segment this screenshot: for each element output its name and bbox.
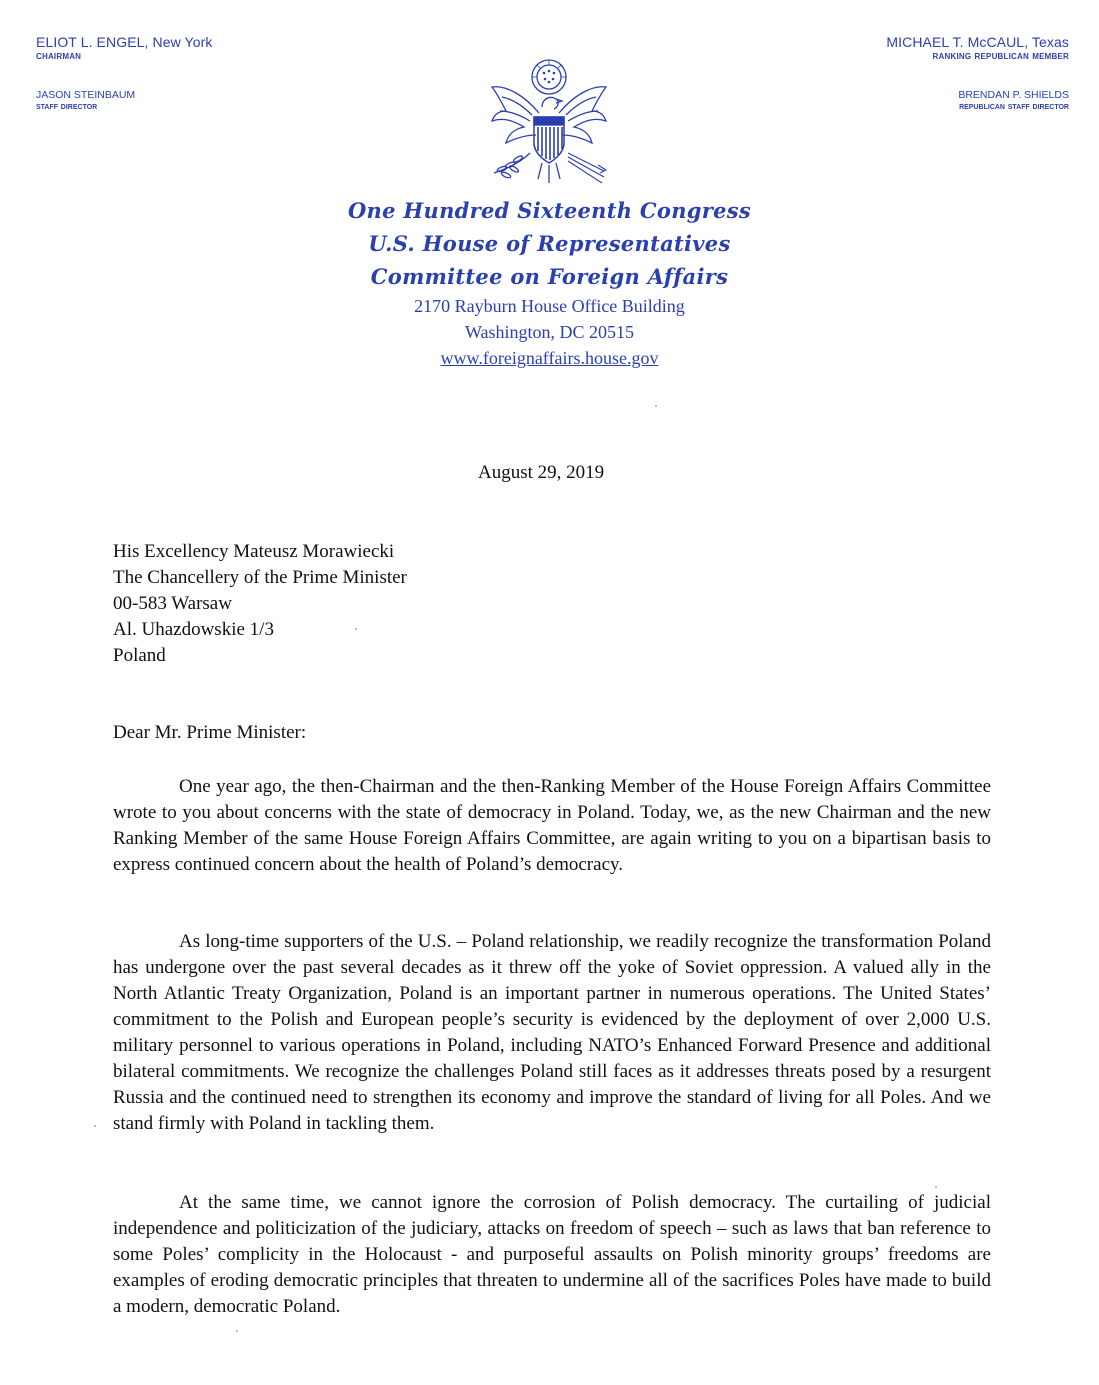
republican-staff-name: BRENDAN P. SHIELDS bbox=[958, 89, 1069, 101]
chairman-title: chairman bbox=[36, 50, 82, 63]
recipient-line: His Excellency Mateusz Morawiecki bbox=[113, 541, 395, 562]
staff-director-name: JASON STEINBAUM bbox=[36, 89, 136, 101]
scan-speck bbox=[355, 628, 357, 630]
website-line bbox=[0, 348, 1099, 369]
scan-speck bbox=[236, 1330, 238, 1332]
staff-director-block bbox=[36, 89, 135, 113]
letter-paragraph bbox=[113, 774, 991, 878]
paragraph-text: One year ago, the then-Chairman and the then-Ranking Member of the House Foreign Affairs Committee wrote to you about concerns with the state of democracy in Poland. Today, we, as the new Chairman and the new Ranking Member of the same House Foreign Affairs Committee, are again writing to you on a bipartisan basis to express continued concern about the health of Poland’s democracy. bbox=[113, 776, 991, 875]
letter-date: August 29, 2019 bbox=[478, 462, 605, 483]
letter-paragraph bbox=[113, 1190, 991, 1320]
scan-speck bbox=[94, 1125, 96, 1127]
committee-heading: Committee on Foreign Affairs bbox=[370, 264, 729, 289]
republican-staff-block bbox=[958, 89, 1069, 113]
address-line-2: Washington, DC 20515 bbox=[464, 322, 635, 342]
paragraph-text: As long-time supporters of the U.S. – Poland relationship, we readily recognize the transformation Poland has undergone over the past several decades as it threw off the yoke of Soviet oppression. A valued ally in the North Atlantic Treaty Organization, Poland is an important partner in numerous operations. The United States’ commitment to the Polish and European people’s security is evidenced by the deployment of over 2,000 U.S. military personnel to various operations in Poland, including NATO’s Enhanced Forward Presence and additional bilateral commitments. We recognize the challenges Poland still faces as it addresses threats posed by a resurgent Russia and the continued need to strengthen its economy and improve the standard of living for all Poles. And we stand firmly with Poland in tackling them. bbox=[113, 931, 991, 1134]
website-link[interactable]: www.foreignaffairs.house.gov bbox=[440, 348, 659, 368]
chairman-block bbox=[36, 34, 212, 63]
scan-speck bbox=[935, 1186, 937, 1188]
recipient-address bbox=[113, 539, 407, 669]
ranking-member-title: ranking republican member bbox=[932, 50, 1069, 63]
paragraph-text: At the same time, we cannot ignore the corrosion of Polish democracy. The curtailing of judicial independence and politicization of the judiciary, attacks on freedom of speech – such as laws that ban reference to some Poles’ complicity in the Holocaust - and purposeful assaults on Polish minority groups’ freedoms are examples of eroding democratic principles that threaten to undermine all of the sacrifices Poles have made to build a modern, democratic Poland. bbox=[113, 1192, 991, 1317]
recipient-line: Poland bbox=[113, 645, 166, 666]
salutation: Dear Mr. Prime Minister: bbox=[113, 722, 307, 743]
chairman-name: ELIOT L. ENGEL, New York bbox=[36, 34, 213, 50]
recipient-line: The Chancellery of the Prime Minister bbox=[113, 567, 407, 588]
letter-paragraph bbox=[113, 929, 991, 1137]
address-line-1: 2170 Rayburn House Office Building bbox=[414, 296, 685, 316]
recipient-line: 00-583 Warsaw bbox=[113, 593, 232, 614]
recipient-line: Al. Uhazdowskie 1/3 bbox=[113, 619, 274, 640]
scan-speck bbox=[655, 405, 657, 407]
ranking-member-block bbox=[886, 34, 1069, 63]
great-seal-icon bbox=[484, 55, 614, 190]
ranking-member-name: MICHAEL T. McCAUL, Texas bbox=[886, 34, 1069, 50]
congress-heading: One Hundred Sixteenth Congress bbox=[347, 198, 752, 223]
house-heading: U.S. House of Representatives bbox=[368, 231, 731, 256]
republican-staff-title: republican staff director bbox=[959, 101, 1069, 113]
staff-director-title: staff director bbox=[36, 101, 98, 113]
